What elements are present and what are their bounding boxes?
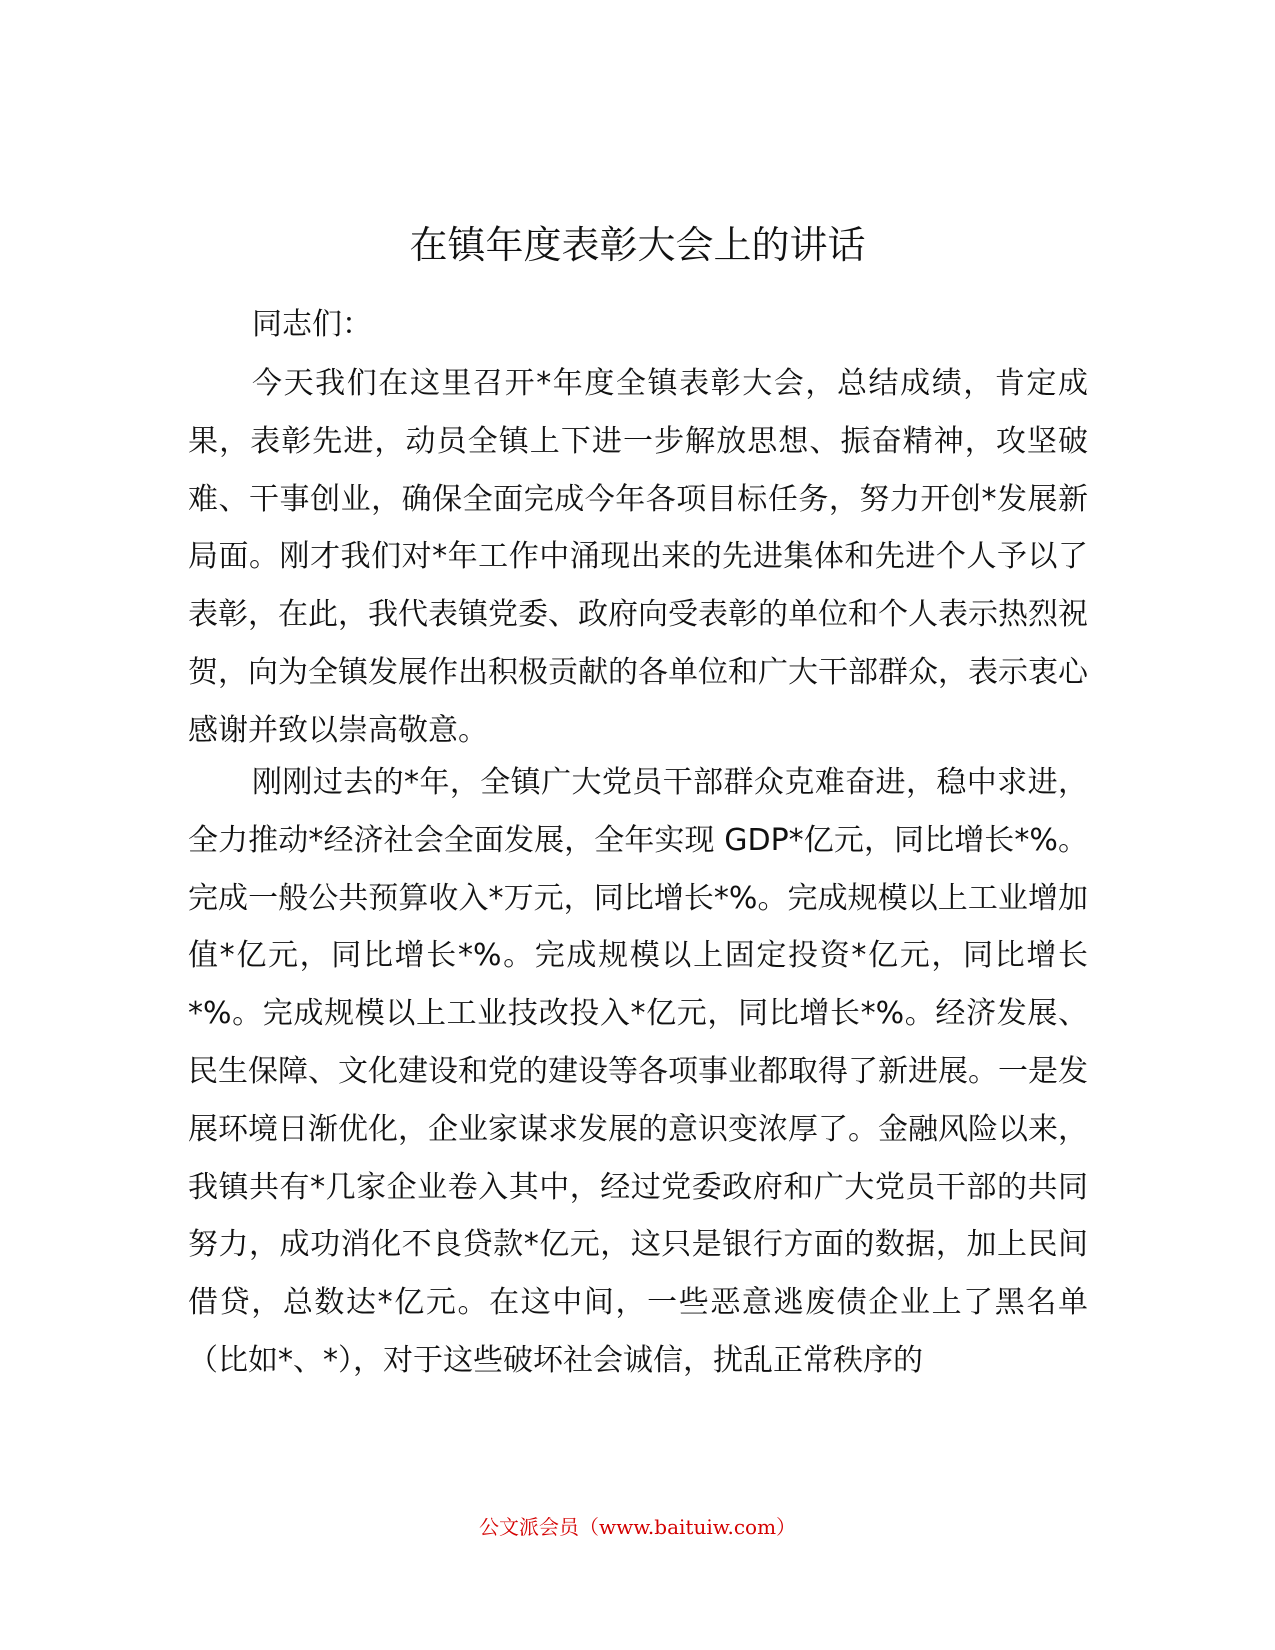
paragraph-2: 刚刚过去的*年，全镇广大党员干部群众克难奋进，稳中求进，全力推动*经济社会全面发展，全年实现 GDP*亿元，同比增长*%。完成一般公共预算收入*万元，同比增长*%。完成规模以上工业增加值*亿元，同比增长*%。完成规模以上固定投资*亿元，同比增长*%。完成规模以上工业技改投入*亿元，同比增长*%。经济发展、民生保障、文化建设和党的建设等各项事业都取得了新进展。一是发展环境日渐优化，企业家谋求发展的意识变浓厚了。金融风险以来，我镇共有*几家企业卷入其中，经过党委政府和广大党员干部的共同努力，成功消化不良贷款*亿元，这只是银行方面的数据，加上民间借贷，总数达*亿元。在这中间，一些恶意逃废债企业上了黑名单（比如*、*），对于这些破坏社会诚信，扰乱正常秩序的 bbox=[188, 765, 1088, 1378]
paragraph-1: 今天我们在这里召开*年度全镇表彰大会，总结成绩，肯定成果，表彰先进，动员全镇上下进一步解放思想、振奋精神，攻坚破难、干事创业，确保全面完成今年各项目标任务，努力开创*发展新局面。刚才我们对*年工作中涌现出来的先进集体和先进个人予以了表彰，在此，我代表镇党委、政府向受表彰的单位和个人表示热烈祝贺，向为全镇发展作出积极贡献的各单位和广大干部群众，表示衷心感谢并致以崇高敬意。 bbox=[188, 366, 1088, 748]
document-title: 在镇年度表彰大会上的讲话 bbox=[409, 223, 866, 267]
salutation: 同志们： bbox=[252, 307, 372, 342]
footer-watermark: 公文派会员（www.baituiw.com） bbox=[478, 1515, 797, 1539]
